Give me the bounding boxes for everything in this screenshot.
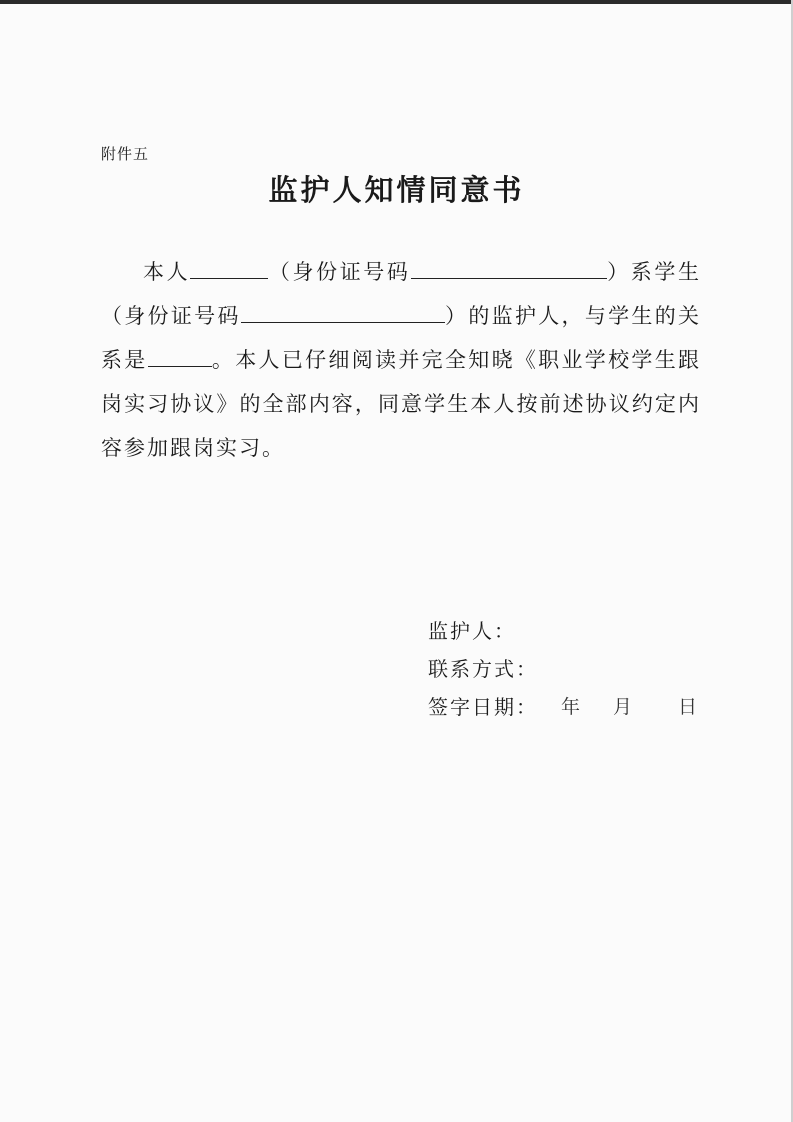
attachment-label: 附件五 — [101, 145, 150, 163]
text-id-open-guardian: （身份证号码 — [268, 260, 411, 284]
contact-row[interactable] — [428, 650, 538, 688]
document-title: 监护人知情同意书 — [268, 173, 525, 207]
text-id-open-student: （身份证号码 — [101, 304, 241, 328]
sign-date-row[interactable] — [428, 688, 700, 726]
guardian-id-blank[interactable] — [411, 258, 607, 279]
guardian-signature-row[interactable] — [428, 612, 538, 650]
text-is-student: ）系学生 — [606, 260, 702, 284]
scan-top-edge — [0, 0, 793, 4]
consent-paragraph — [101, 250, 701, 470]
text-guardian-relation: ）的监护人，与学生的关系是 — [101, 304, 701, 372]
guardian-name-blank[interactable] — [190, 258, 268, 279]
contact-label: 联系方式： — [428, 657, 538, 681]
relation-blank[interactable] — [148, 346, 212, 367]
text-consent-statement: 。本人已仔细阅读并完全知晓《职业学校学生跟岗实习协议》的全部内容，同意学生本人按前述协议约定内容参加跟岗实习。 — [101, 348, 701, 460]
date-year: 年 — [561, 696, 583, 718]
guardian-label: 监护人： — [428, 619, 516, 643]
date-month: 月 — [613, 696, 635, 718]
date-day: 日 — [678, 696, 700, 718]
text-self: 本人 — [143, 260, 191, 284]
signature-block — [428, 612, 700, 726]
student-id-blank[interactable] — [241, 302, 445, 323]
date-label: 签字日期： — [428, 695, 538, 719]
